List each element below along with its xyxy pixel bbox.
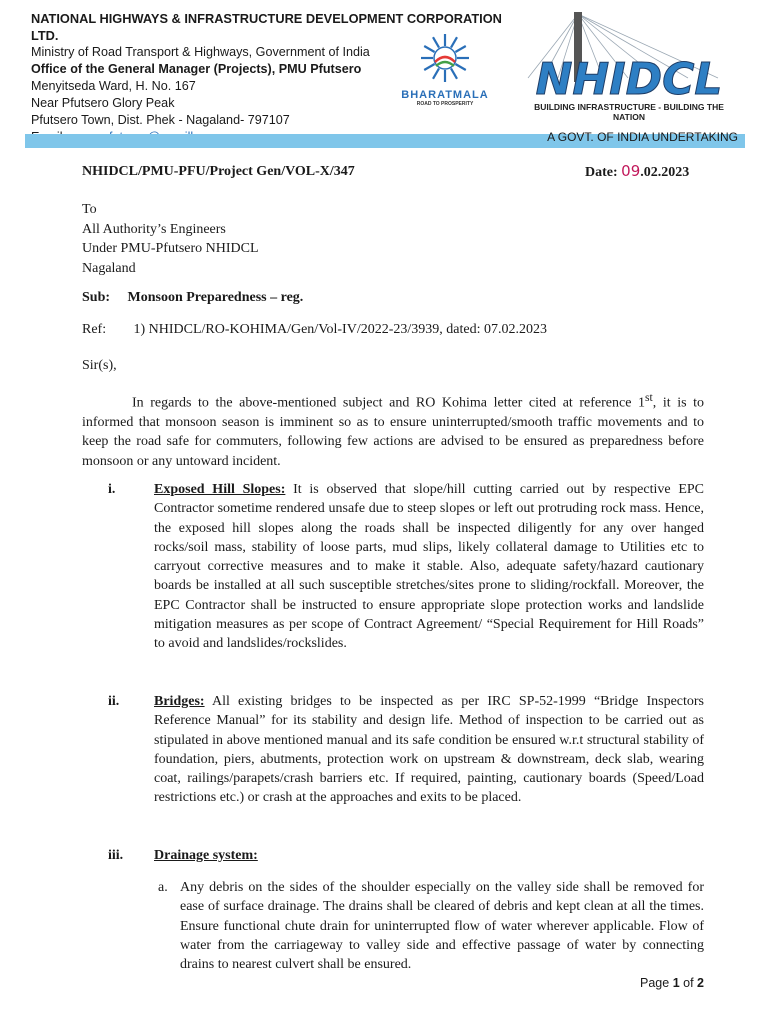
letter-date <box>585 162 689 181</box>
reference-label: Ref: <box>82 322 107 337</box>
list-item-hill-slopes <box>108 480 704 654</box>
addressee-block <box>82 200 259 278</box>
addressee-line: Under PMU-Pfutsero NHIDCL <box>82 241 259 256</box>
addressee-line: To <box>82 202 97 217</box>
sub-item-number: a. <box>158 880 168 895</box>
addressee-line: All Authority’s Engineers <box>82 221 226 237</box>
list-item-drainage <box>108 846 704 865</box>
item-number: i. <box>108 482 116 497</box>
subject-label: Sub: <box>82 290 111 305</box>
letter-reference-number: NHIDCL/PMU-PFU/Project Gen/VOL-X/347 <box>82 164 355 179</box>
nhidcl-bridge-icon <box>518 8 740 104</box>
bharatmala-tagline: ROAD TO PROSPERITY <box>416 101 474 107</box>
govt-undertaking-label: A GOVT. OF INDIA UNDERTAKING <box>547 130 738 144</box>
nhidcl-logo <box>518 8 740 128</box>
address-line-3: Pfutsero Town, Dist. Phek - Nagaland- 797107 <box>31 113 290 127</box>
intro-paragraph <box>82 388 704 471</box>
item-heading: Drainage system: <box>154 848 258 863</box>
intro-superscript: st <box>645 391 653 404</box>
page-total: 2 <box>697 976 704 990</box>
reference-line <box>82 322 547 338</box>
page-number: 1 <box>672 976 680 990</box>
bharatmala-name: BHARATMALA <box>401 89 489 101</box>
address-line-2: Near Pfutsero Glory Peak <box>31 96 175 110</box>
sub-item-a <box>158 878 704 974</box>
ministry-line: Ministry of Road Transport & Highways, Government of India <box>31 45 370 59</box>
item-number: ii. <box>108 694 120 709</box>
page-word: Page <box>640 976 670 990</box>
page-footer <box>640 976 704 990</box>
item-heading: Bridges: <box>154 694 205 709</box>
bharatmala-logo <box>393 30 497 107</box>
date-month-year: .02.2023 <box>640 165 690 180</box>
subject-text: Monsoon Preparedness – reg. <box>127 290 304 305</box>
addressee-line: Nagaland <box>82 260 136 276</box>
of-word: of <box>683 976 694 990</box>
nhidcl-tagline: BUILDING INFRASTRUCTURE - BUILDING THE NATION <box>534 102 724 122</box>
date-label: Date: <box>585 165 618 180</box>
sub-item-text: Any debris on the sides of the shoulder especially on the valley side shall be removed for ease of surface drainage. The drains shall be cleared of debris and kept clean at all the times. Ensure functional chute drain for uninterrupted flow of water wherever applicable. Flow of water from the carriageway to valley side and effective passage of water by connecting drains to nearest culvert shall be ensured. <box>180 880 704 973</box>
item-heading: Exposed Hill Slopes: <box>154 482 286 497</box>
list-item-bridges <box>108 692 704 808</box>
intro-text-a: In regards to the above-mentioned subject and RO Kohima letter cited at reference 1 <box>132 395 645 411</box>
org-name: NATIONAL HIGHWAYS & INFRASTRUCTURE DEVELOPMENT CORPORATION LTD. <box>31 11 502 43</box>
subject-line <box>82 290 303 306</box>
address-line-1: Menyitseda Ward, H. No. 167 <box>31 79 196 93</box>
salutation: Sir(s), <box>82 358 117 373</box>
bharatmala-emblem-icon <box>413 30 477 82</box>
item-text: It is observed that slope/hill cutting carried out by respective EPC Contractor sometime rendered unsafe due to steep slopes or left out protruding rock mass. Hence, the exposed hill slopes along the roads shall be inspected diligently for any over hanged rocks/soil mass, stability of loose parts, mud slips, likely collateral damage to Utilities etc to carryout corrective measures and to make it stable. Also, adequate safety/hazard cautionary boards be installed at all such susceptible stretches/sites prone to sliding/rockfall. Moreover, the EPC Contractor shall be instructed to ensure appropriate slope protection works and landslide mitigation measures as per scope of Contract Agreement/ “Special Requirement for Hill Roads” to avoid and landslides/rockslides. <box>154 482 704 652</box>
item-text: All existing bridges to be inspected as per IRC SP-52-1999 “Bridge Inspectors Reference Manual” for its stability and design life. Method of inspection to be carried out as stipulated in above mentioned manual and its safe condition be ensured w.r.t structural stability of foundation, piers, abutments, protection work on upstream & downstream, deck slab, wearing coat, railings/parapets/crash barriers etc. If required, painting, cautionary boards (Speed/Load restrictions etc.) or crash at the approaches and exits to be placed. <box>154 694 704 806</box>
intro-text-b: , it is to informed that monsoon season is imminent so as to ensure uninterrupted/smooth traffic movements and to keep the road safe for commuters, following few actions are advised to be ensured as preparedness before monsoon or any untoward incident. <box>82 395 704 469</box>
date-day-handwritten: 09 <box>621 162 641 180</box>
office-line: Office of the General Manager (Projects), PMU Pfutsero <box>31 62 362 76</box>
reference-text: 1) NHIDCL/RO-KOHIMA/Gen/Vol-IV/2022-23/3939, dated: 07.02.2023 <box>133 322 547 337</box>
nhidcl-wordmark: NHIDCL <box>535 54 723 104</box>
item-number: iii. <box>108 848 124 863</box>
